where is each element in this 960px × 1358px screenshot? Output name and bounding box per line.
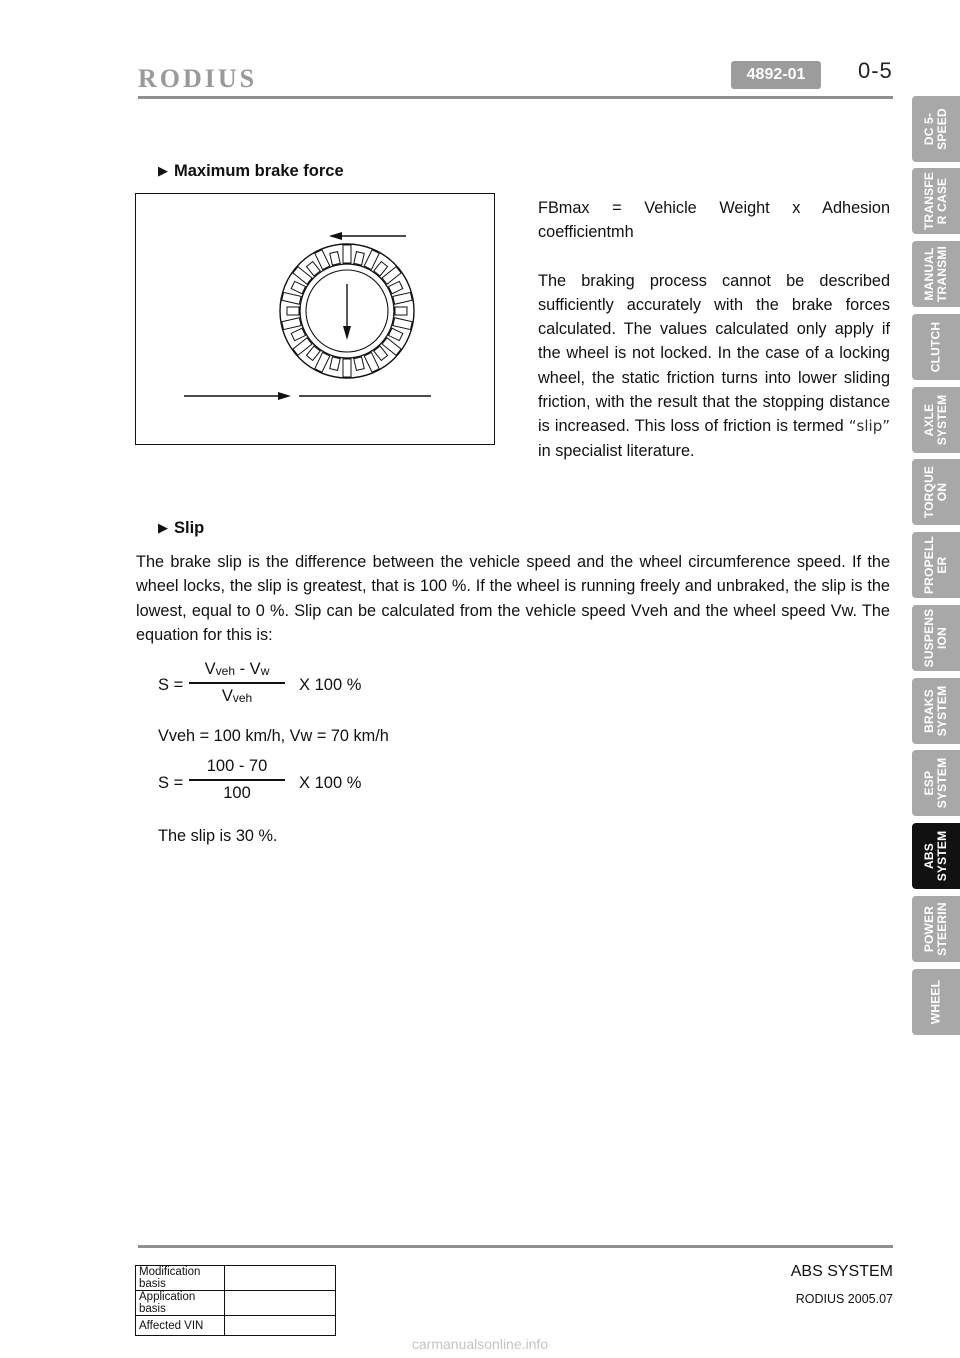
max-brake-force-text <box>538 196 890 463</box>
tread-block <box>330 252 340 265</box>
formula1-fraction <box>189 660 285 706</box>
tab-clutch[interactable]: CLUTCH <box>912 314 960 380</box>
formula1-denominator: $V_{veh}$ <box>221 686 253 705</box>
tab-brake-system[interactable]: BRAKS SYSTEM <box>912 678 960 744</box>
page-number: 0-5 <box>858 58 893 83</box>
wheel-diagram-svg <box>136 194 493 443</box>
tread-block <box>354 252 364 265</box>
tab-manual-transmission[interactable]: MANUAL TRANSMI <box>912 241 960 307</box>
tread-block <box>330 357 340 370</box>
tab-power-steering[interactable]: POWER STEERIN <box>912 896 960 962</box>
tread-block <box>393 292 412 304</box>
header-divider <box>138 96 893 99</box>
tab-axle-system[interactable]: AXLE SYSTEM <box>912 387 960 453</box>
doc-code-badge: 4892-01 <box>731 61 821 89</box>
tread-block <box>282 318 301 330</box>
formula2-rhs: X 100 % <box>299 774 362 792</box>
formula1-fraction-bar <box>189 682 285 684</box>
tab-transfer-case[interactable]: TRANSFE R CASE <box>912 168 960 234</box>
braking-process-paragraph: The braking process cannot be described sufficiently accurately with the brake forces calculated. The values calculated only apply if the wheel is not locked. In the case of a locking wheel, the static friction turns into lower sliding friction, with the result that the stopping distance is increased. This loss of friction is termed “slip” in specialist literature. <box>538 271 890 460</box>
footer-section-title: ABS SYSTEM <box>790 1263 893 1280</box>
formula2-numerator: 100 - 70 <box>206 757 268 775</box>
brand-logo: RODIUS <box>138 64 258 93</box>
tread-block <box>343 245 351 263</box>
tab-dc-5-speed[interactable]: DC 5- SPEED <box>912 96 960 162</box>
tread-block <box>395 307 407 315</box>
tab-wheel[interactable]: WHEEL <box>912 969 960 1035</box>
formula2-lhs: S = <box>158 774 184 792</box>
tread-block <box>282 292 301 304</box>
formula2-denominator: 100 <box>223 783 251 802</box>
triangle-bullet-icon: ▶ <box>158 163 168 178</box>
tread-block <box>354 357 364 370</box>
tab-suspension[interactable]: SUSPENS ION <box>912 605 960 671</box>
slip-paragraph: The brake slip is the difference between the vehicle speed and the wheel circumference speed. If the wheel locks, the slip is greatest, that is 100 %. If the wheel is running freely and unbraked, the slip is the lowest, equal to 0 %. Slip can be calculated from the vehicle speed Vveh and the wheel speed Vw. The equation for this is: <box>136 553 890 644</box>
table-row <box>136 1316 336 1336</box>
watermark: carmanualsonline.info <box>411 1336 549 1352</box>
example-values: Vveh = 100 km/h, Vw = 70 km/h <box>158 727 389 745</box>
footer-divider <box>138 1245 893 1248</box>
table-row <box>136 1266 336 1291</box>
table-row <box>136 1291 336 1316</box>
formula-line-2: coefficientmh <box>538 223 634 242</box>
tread-block <box>287 307 299 315</box>
section-heading-max-brake-force: ▶ Maximum brake force <box>158 162 344 180</box>
modification-table <box>135 1265 336 1336</box>
slip-term: “slip” <box>848 417 890 436</box>
tab-abs-system[interactable]: ABS SYSTEM <box>912 823 960 889</box>
formula1-lhs: S = <box>158 676 184 694</box>
formula2-fraction-bar <box>189 779 285 781</box>
formula-line-1: FBmax = Vehicle Weight x Adhesion <box>538 199 890 217</box>
tab-propeller[interactable]: PROPELL ER <box>912 532 960 598</box>
top-force-arrowhead <box>329 232 342 240</box>
brake-force-arrowhead <box>278 392 291 400</box>
table-cell-value <box>225 1316 336 1336</box>
formula1-numerator: $V_{veh} - V_w$ <box>204 660 270 678</box>
slip-result: The slip is 30 %. <box>158 827 278 845</box>
triangle-bullet-icon: ▶ <box>158 520 168 535</box>
formula2-fraction <box>189 757 285 803</box>
table-cell-value <box>225 1266 336 1291</box>
table-cell-value <box>225 1291 336 1316</box>
brake-force-diagram <box>135 193 495 445</box>
footer-model-date: RODIUS 2005.07 <box>795 1292 893 1306</box>
section-heading-slip: ▶ Slip <box>158 519 205 537</box>
table-cell-label: Affected VIN <box>136 1316 225 1336</box>
tab-torque-on[interactable]: TORQUE ON <box>912 459 960 525</box>
weight-force-arrowhead <box>343 326 351 340</box>
tab-esp-system[interactable]: ESP SYSTEM <box>912 750 960 816</box>
formula1-rhs: X 100 % <box>299 676 362 694</box>
tread-block <box>343 359 351 377</box>
table-cell-label: Application basis <box>136 1291 225 1316</box>
table-cell-label: Modification basis <box>136 1266 225 1291</box>
tread-block <box>393 318 412 330</box>
